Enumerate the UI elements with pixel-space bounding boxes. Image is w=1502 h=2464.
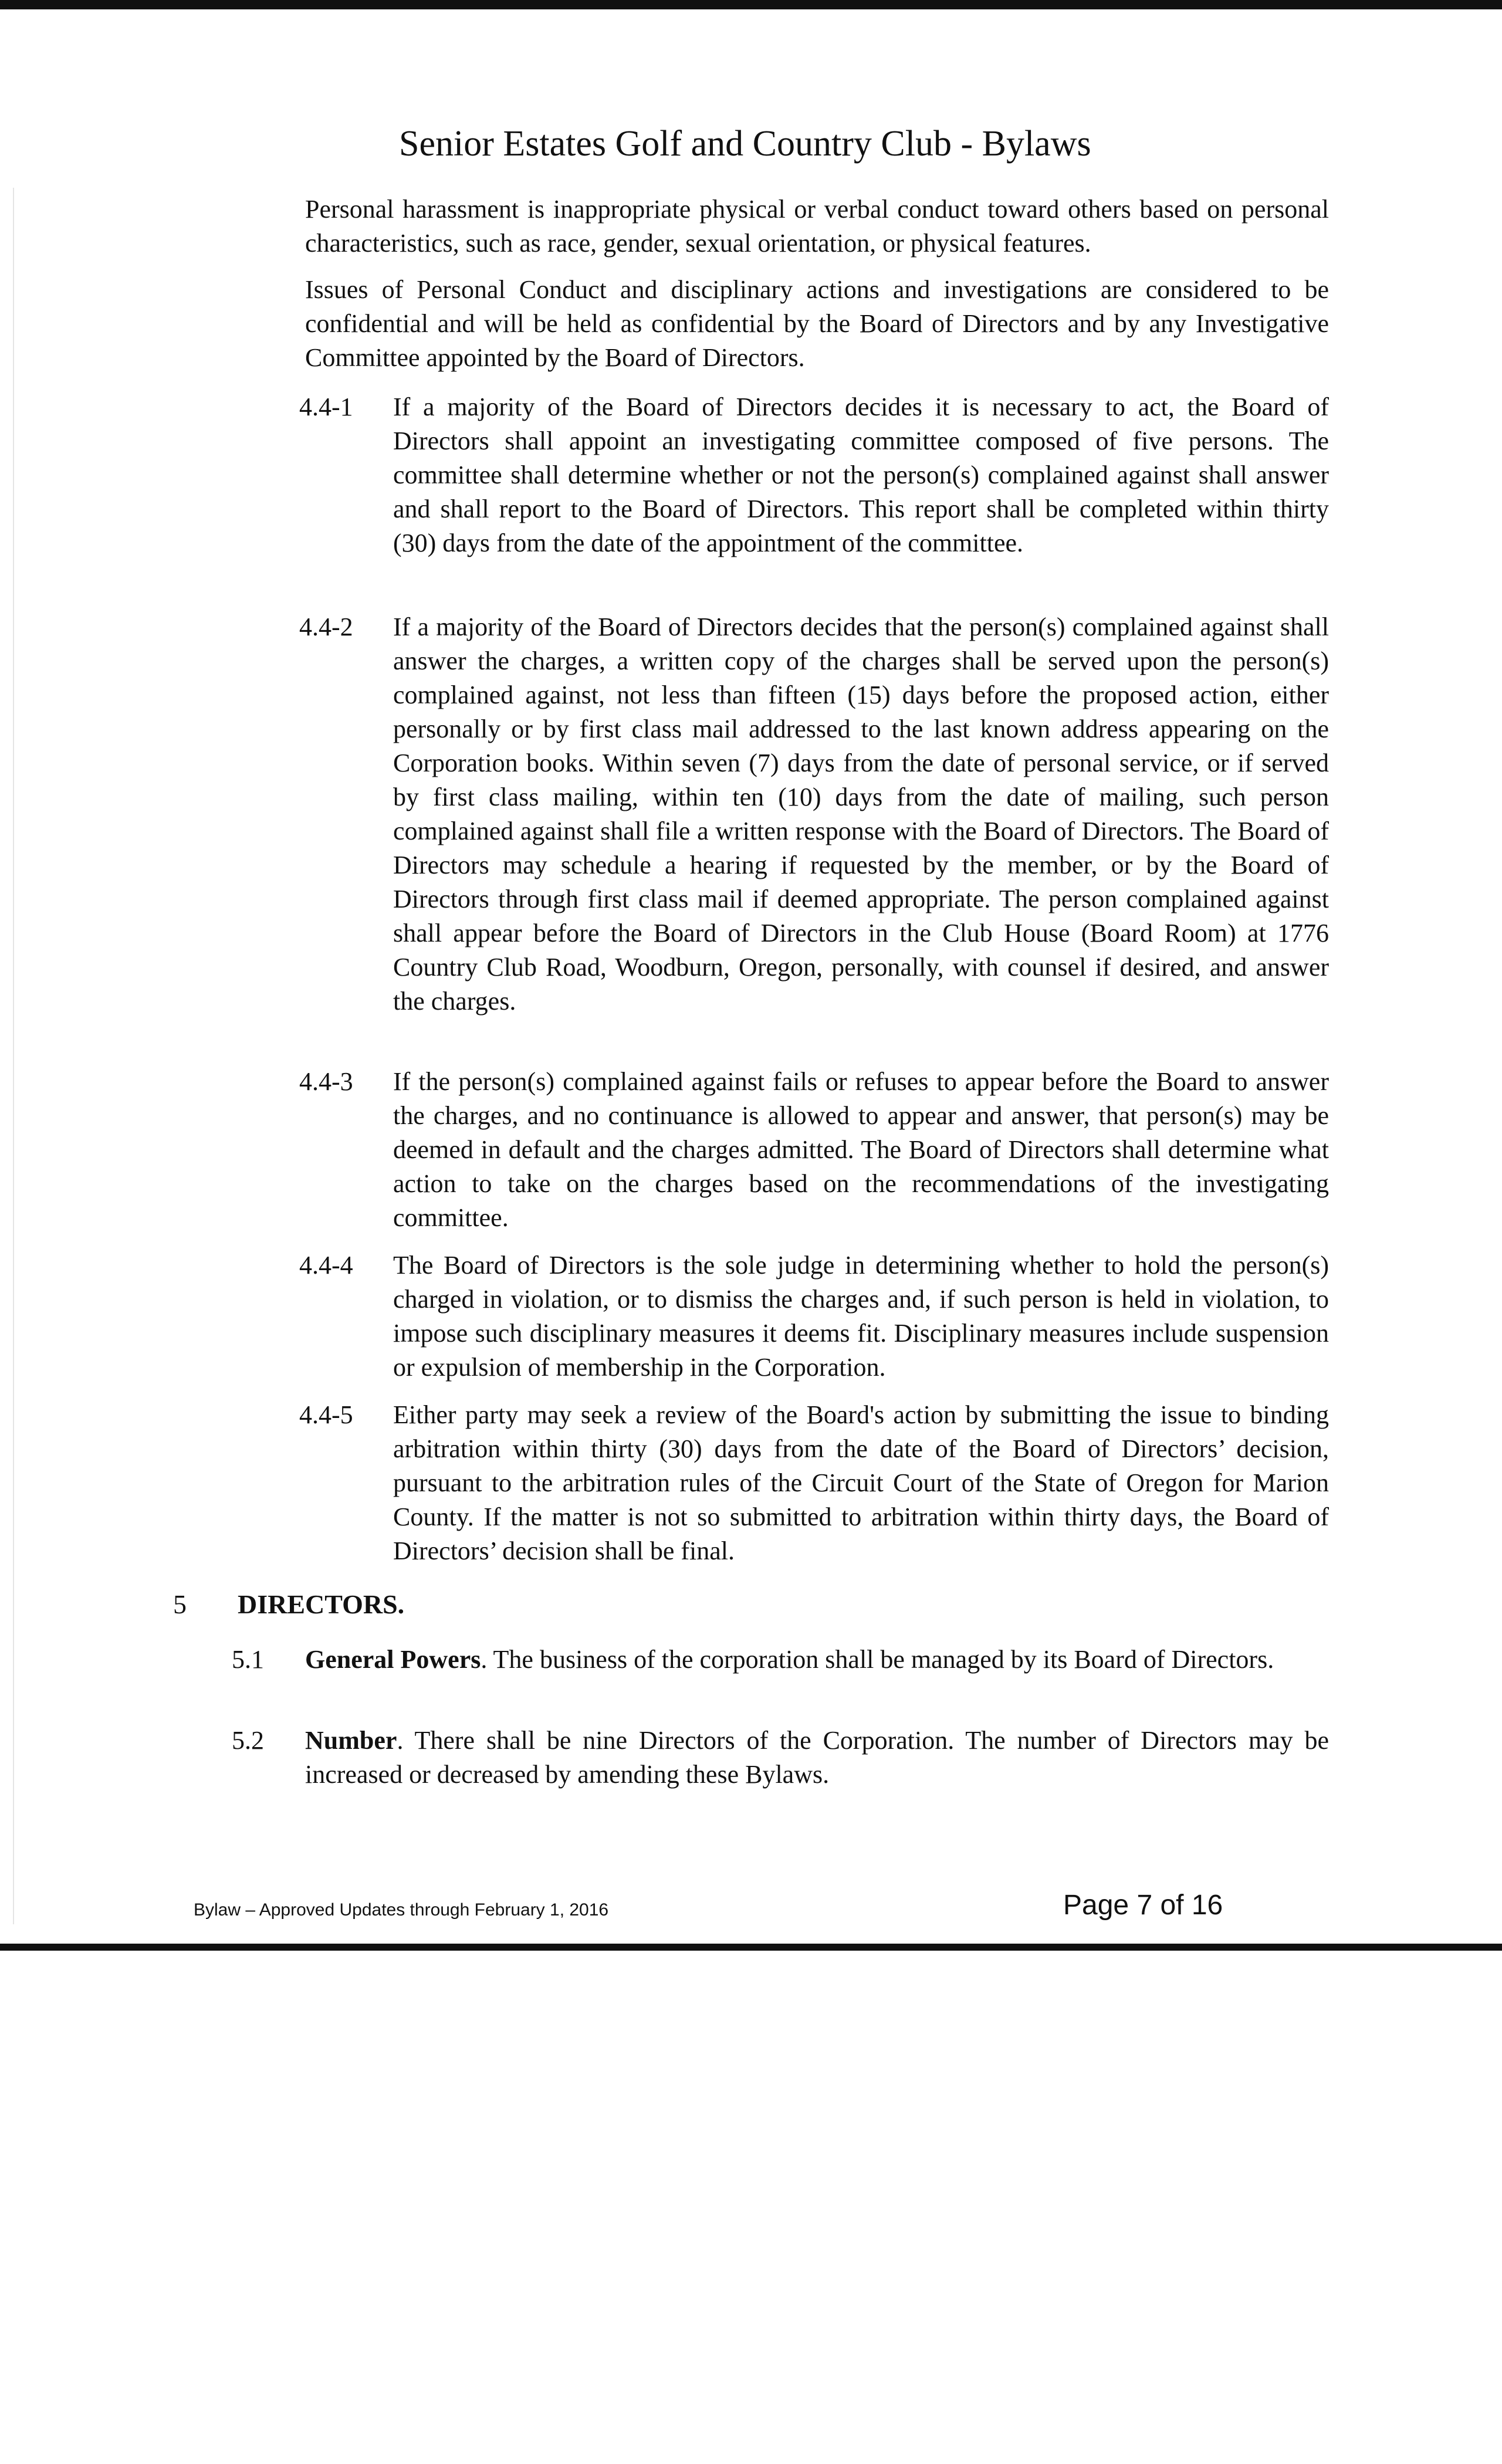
clause-number: 4.4-1 (299, 392, 353, 421)
section-heading-directors (173, 1587, 404, 1622)
footer-revision-note: Bylaw – Approved Updates through February 1, 2016 (194, 1900, 609, 1920)
clause-text: If the person(s) complained against fails or refuses to appear before the Board to answer the charges, and no continuance is allowed to appear and answer, that person(s) may be deemed in default and the charges admitted. The Board of Directors shall determine what action to take on the charges based on the recommendations of the investigating committee. (393, 1067, 1329, 1232)
subsection-heading: Number (305, 1726, 397, 1755)
clause-number: 4.4-3 (299, 1067, 353, 1096)
clause-4-4-1 (299, 390, 1329, 560)
clause-4-4-4 (299, 1248, 1329, 1385)
clause-4-4-2 (299, 610, 1329, 1018)
subsection-body (305, 1643, 1329, 1677)
clause-number: 4.4-2 (299, 612, 353, 641)
clause-text: If a majority of the Board of Directors decides that the person(s) complained against shall answer the charges, a written copy of the charges shall be served upon the person(s) complained against, not less than fifteen (15) days before the proposed action, either personally or by first class mail addressed to the last known address appearing on the Corporation books. Within seven (7) days from the date of personal service, or if served by first class mailing, within ten (10) days from the date of mailing, such person complained against shall file a written response with the Board of Directors. The Board of Directors may schedule a hearing if requested by the member, or by the Board of Directors through first class mail if deemed appropriate. The person complained against shall appear before the Board of Directors in the Club House (Board Room) at 1776 Country Club Road, Woodburn, Oregon, personally, with counsel if desired, and answer the charges. (393, 612, 1329, 1016)
clause-text: If a majority of the Board of Directors decides it is necessary to act, the Board of Directors shall appoint an investigating committee composed of five persons. The committee shall determine whether or not the person(s) complained against shall answer and shall report to the Board of Directors. This report shall be completed within thirty (30) days from the date of the appointment of the committee. (393, 392, 1329, 557)
clause-number: 4.4-4 (299, 1251, 353, 1280)
subsection-5-2 (232, 1724, 1329, 1792)
subsection-text: . The business of the corporation shall be managed by its Board of Directors. (481, 1645, 1274, 1674)
clause-number: 4.4-5 (299, 1400, 353, 1429)
clause-text: Either party may seek a review of the Board's action by submitting the issue to binding arbitration within thirty (30) days from the date of the Board of Directors’ decision, pursuant to the arbitration rules of the Circuit Court of the State of Oregon for Marion County. If the matter is not so submitted to arbitration within thirty days, the Board of Directors’ decision shall be final. (393, 1400, 1329, 1565)
subsection-text: . There shall be nine Directors of the Corporation. The number of Directors may be increased or decreased by amending these Bylaws. (305, 1726, 1329, 1789)
clause-4-4-3 (299, 1065, 1329, 1235)
clause-text: The Board of Directors is the sole judge in determining whether to hold the person(s) charged in violation, or to dismiss the charges and, if such person is held in violation, to impose such disciplinary measures it deems fit. Disciplinary measures include suspension or expulsion of membership in the Corporation. (393, 1251, 1329, 1382)
intro-paragraph-confidentiality: Issues of Personal Conduct and disciplinary actions and investigations are considered to be confidential and will be held as confidential by the Board of Directors and by any Investigative Committee appointed by the Board of Directors. (305, 275, 1329, 372)
subsection-heading: General Powers (305, 1645, 481, 1674)
scan-edge-line (13, 188, 14, 1924)
intro-paragraph-harassment: Personal harassment is inappropriate physical or verbal conduct toward others based on personal characteristics, such as race, gender, sexual orientation, or physical features. (305, 195, 1329, 258)
section-number: 5 (173, 1589, 187, 1619)
subsection-number: 5.2 (232, 1726, 264, 1755)
clause-4-4-5 (299, 1398, 1329, 1568)
top-rule (0, 0, 1502, 9)
subsection-body (305, 1724, 1329, 1792)
page-title: Senior Estates Golf and Country Club - Bylaws (399, 124, 1091, 164)
footer-page-number: Page 7 of 16 (1063, 1890, 1223, 1921)
subsection-number: 5.1 (232, 1645, 264, 1674)
bottom-rule (0, 1944, 1502, 1951)
subsection-5-1 (232, 1643, 1329, 1677)
section-title: DIRECTORS. (238, 1589, 405, 1619)
